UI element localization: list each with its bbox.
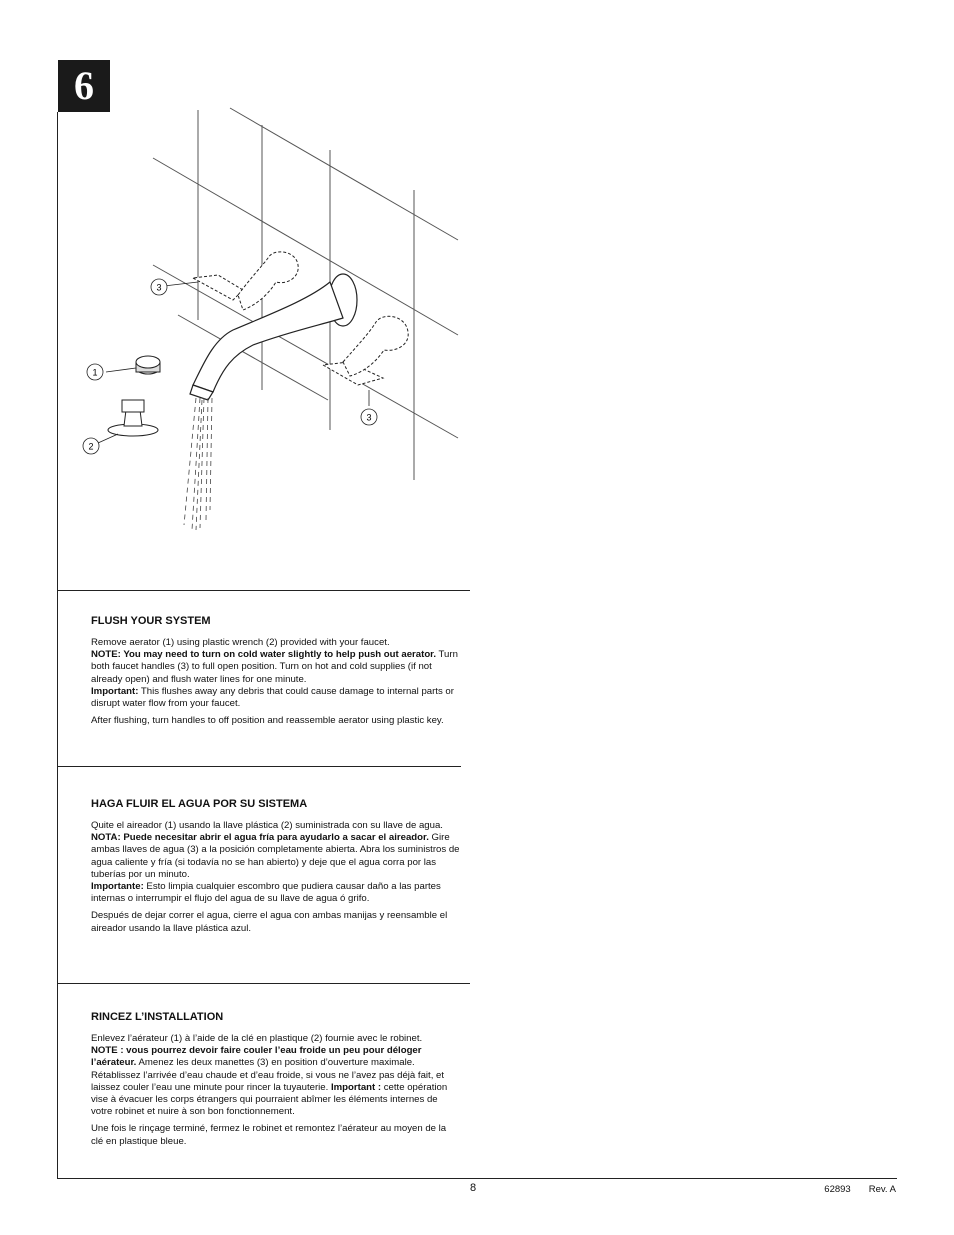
svg-text:3: 3	[366, 412, 372, 423]
section-divider	[57, 766, 461, 767]
svg-text:1: 1	[92, 367, 98, 378]
water-stream	[184, 398, 212, 530]
callout-3-left	[151, 279, 167, 295]
page-number: 8	[470, 1182, 477, 1194]
doc-number: 62893	[824, 1184, 851, 1195]
footer-rule	[57, 1178, 897, 1179]
callout-2	[83, 438, 99, 454]
step-number-badge: 6	[58, 60, 110, 112]
section-french	[91, 1011, 461, 1153]
svg-text:3: 3	[156, 282, 162, 293]
left-handle	[193, 252, 298, 310]
plastic-wrench-part	[108, 400, 158, 436]
section-paragraph: Une fois le rinçage terminé, fermez le robinet et remontez l’aérateur au moyen de la clé en plastique bleue.	[91, 1123, 447, 1147]
section-title: FLUSH YOUR SYSTEM	[91, 615, 211, 627]
section-paragraph: Después de dejar correr el agua, cierre el agua con ambas manijas y reensamble el aireador usando la llave plástica azul.	[91, 910, 448, 934]
spout	[190, 274, 357, 400]
section-spanish	[91, 798, 461, 940]
faucet-flush-illustration	[58, 100, 470, 540]
callout-1	[87, 364, 103, 380]
right-handle	[323, 316, 408, 385]
section-title: HAGA FLUIR EL AGUA POR SU SISTEMA	[91, 798, 308, 810]
section-english	[91, 615, 461, 732]
aerator-part	[136, 356, 160, 374]
svg-text:2: 2	[88, 441, 94, 452]
callout-3-right	[361, 409, 377, 425]
section-title: RINCEZ L’INSTALLATION	[91, 1011, 224, 1023]
section-paragraph: Enlevez l’aérateur (1) à l’aide de la clé en plastique (2) fournie avec le robinet. NOTE : vous pourrez devoir faire couler l’eau froide un peu pour déloger l’aérateur. Amenez les deux manettes (3) en position d’ouverture maximale. Rétablissez l’arrivée d’eau chaude et d’eau froide, si vous ne l’avez pas déjà fait, et laissez couler l’eau une minute pour rincer la tuyauterie. Important : cette opération vise à évacuer les corps étrangers qui pourraient abîmer les éléments internes de votre robinet et nuire à son bon fonctionnement.	[91, 1033, 448, 1118]
section-divider	[57, 590, 470, 591]
section-paragraph: After flushing, turn handles to off position and reassemble aerator using plastic key.	[91, 715, 444, 727]
section-paragraph: Quite el aireador (1) usando la llave plástica (2) suministrada con su llave de agua. NOTA: Puede necesitar abrir el agua fría para ayudarlo a sacar el aireador. Gire ambas llaves de agua (3) a la posición completamente abierta. Abra los suministros de agua caliente y fría (si todavía no se han abierto) y deje que el agua corra por las tuberías por un minuto. Importante: Esto limpia cualquier escombro que pudiera causar daño a las partes internas o interrumpir el flujo del agua de su llave de agua ó grifo.	[91, 820, 460, 905]
section-paragraph: Remove aerator (1) using plastic wrench (2) provided with your faucet. NOTE: You may need to turn on cold water slightly to help push out aerator. Turn both faucet handles (3) to full open position. Turn on hot and cold supplies (if not already open) and flush water lines for one minute. Important: This flushes away any debris that could cause damage to internal parts or disrupt water flow from your faucet.	[91, 637, 458, 710]
wall-tiles	[153, 108, 458, 480]
section-divider	[57, 983, 470, 984]
revision: Rev. A	[868, 1184, 896, 1195]
document-code	[824, 1184, 896, 1195]
